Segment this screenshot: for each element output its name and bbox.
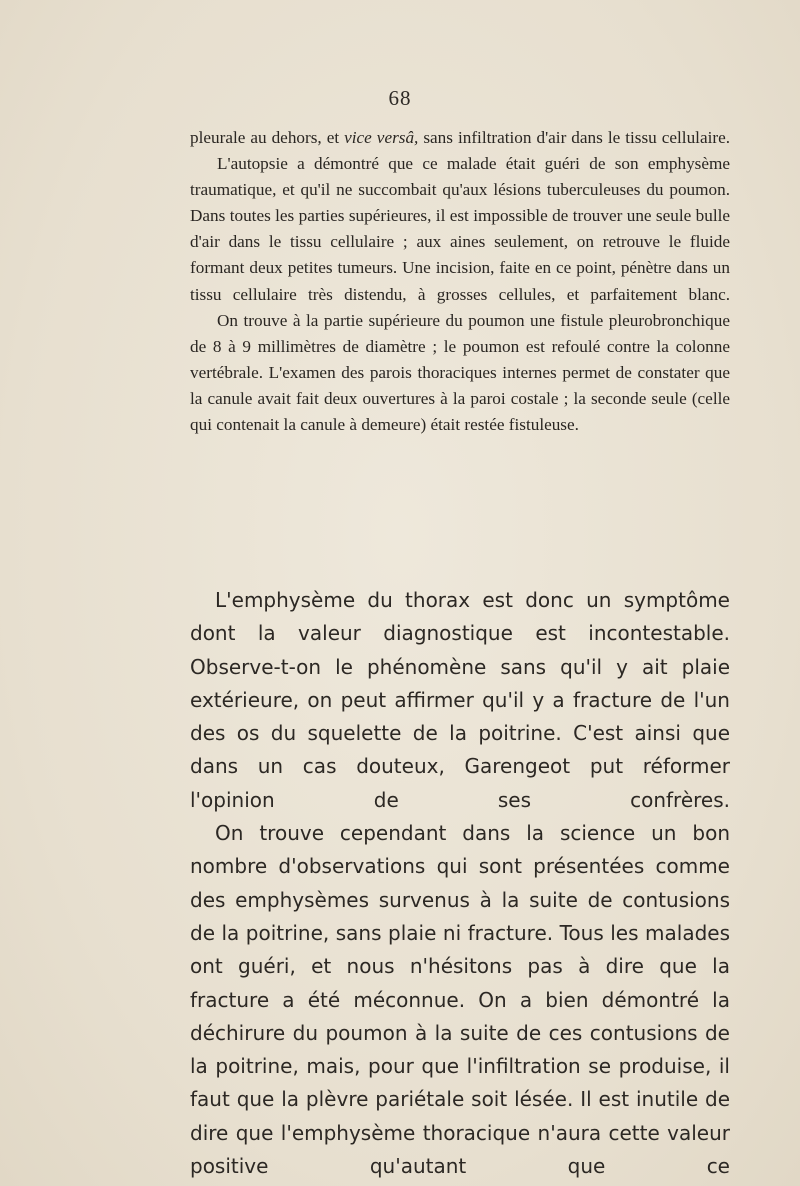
small-print-section: [190, 125, 730, 438]
paragraph-continuation: [190, 125, 730, 151]
italic-phrase: vice versâ,: [344, 128, 419, 147]
text-run: sans infiltration d'air dans le tissu cellulaire.: [418, 128, 731, 147]
paragraph-autopsy: L'autopsie a démontré que ce malade était guéri de son emphysème traumatique, et qu'il ne succombait qu'aux lésions tuberculeuses du poumon. Dans toutes les parties supérieures, il est impossible de trouver une seule bulle d'air dans le tissu cellulaire ; aux aines seulement, on retrouve le fluide formant deux petites tumeurs. Une incision, faite en ce point, pénètre dans un tissu cellulaire très distendu, à grosses cellules, et parfaitement blanc.: [190, 154, 730, 304]
paragraph-fistula: On trouve à la partie supérieure du poumon une fistule pleurobronchique de 8 à 9 millimètres de diamètre ; le poumon est refoulé contre la colonne vertébrale. L'examen des parois thoraciques internes permet de constater que la canule avait fait deux ouvertures à la paroi costale ; la seconde seule (celle qui contenait la canule à demeure) était restée fistuleuse.: [190, 310, 730, 435]
text-run: pleurale au dehors, et: [190, 128, 345, 147]
main-text-section: [190, 584, 730, 1183]
page-number: 68: [388, 86, 412, 110]
paragraph-emphysema-diagnosis: L'emphysème du thorax est donc un symptôme dont la valeur diagnostique est incontestable. Observe-t-on le phénomène sans qu'il y ait plaie extérieure, on peut affirmer qu'il y a fracture de l'un des os du squelette de la poitrine. C'est ainsi que dans un cas douteux, Garengeot put réformer l'opinion de ses confrères.: [190, 588, 730, 812]
paragraph-contusions: On trouve cependant dans la science un bon nombre d'observations qui sont présentées comme des emphysèmes survenus à la suite de contusions de la poitrine, sans plaie ni fracture. Tous les malades ont guéri, et nous n'hésitons pas à dire que la fracture a été méconnue. On a bien démontré la déchirure du poumon à la suite de ces contusions de la poitrine, mais, pour que l'infiltration se produise, il faut que la plèvre pariétale soit lésée. Il est inutile de dire que l'emphysème thoracique n'aura cette valeur positive qu'autant que ce: [190, 821, 730, 1179]
